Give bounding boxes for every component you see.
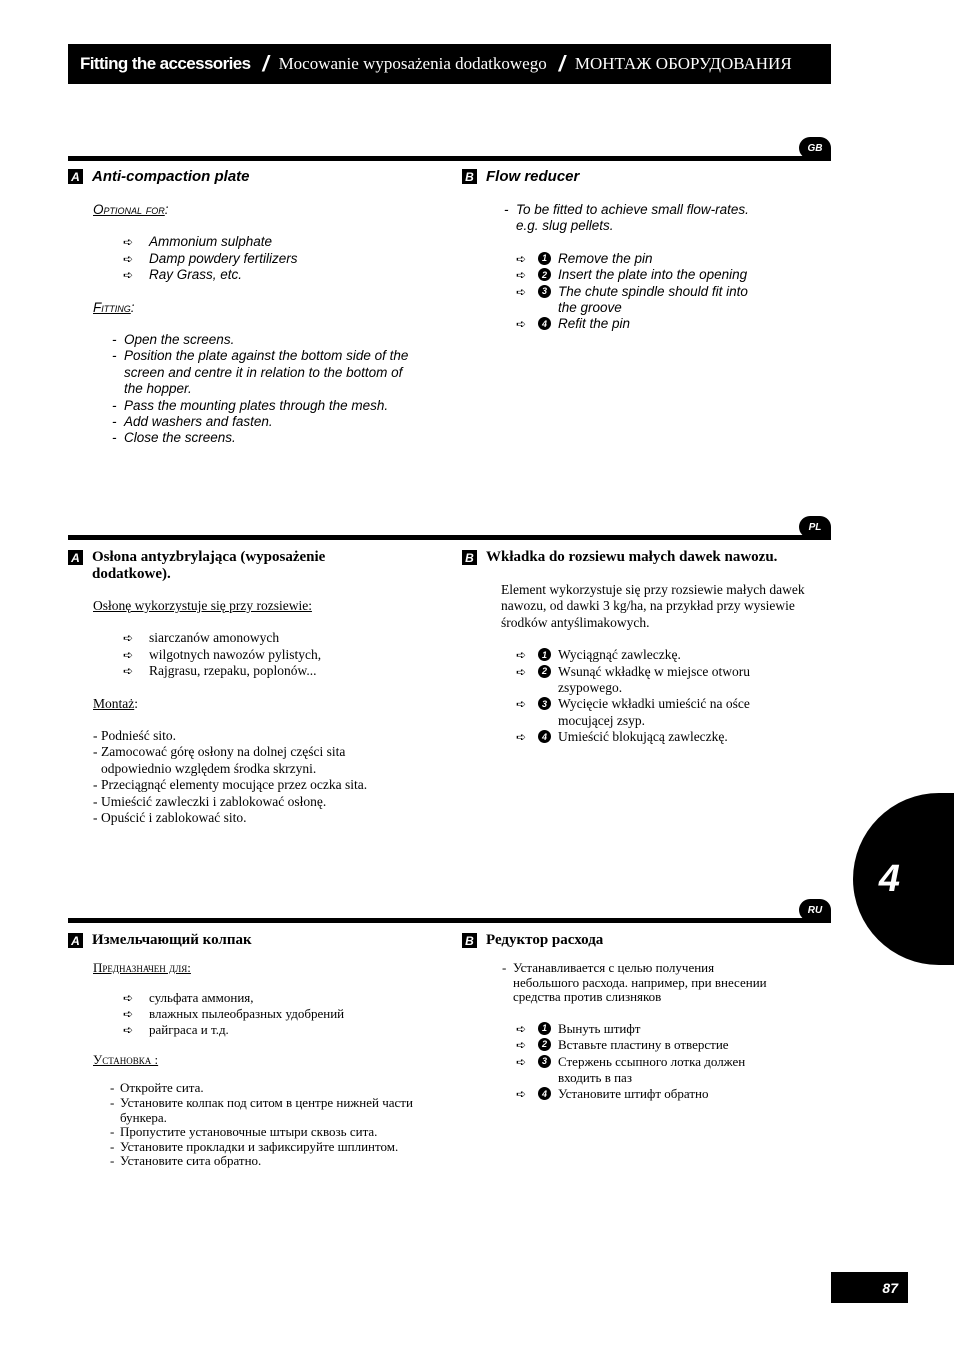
intro-text: - Устанавливается с целью получения небольшого расхода. например, при внесении средства против слизняков [502,960,767,1005]
step-number-badge: 2 [538,665,551,678]
step-number-badge: 1 [538,1022,551,1035]
arrow-right-icon: ➪ [516,1021,527,1036]
header-separator: / [558,51,565,76]
optional-label: Optional for: [93,202,169,217]
section-a-title [68,932,428,949]
step-number-badge: 1 [538,252,551,265]
letter-a-box: A [68,169,83,184]
title-text: Flow reducer [486,168,580,185]
column-b [462,932,822,1102]
arrow-right-icon: ➪ [123,664,134,679]
step-item: ➪ 2 Insert the plate into the opening [516,267,748,283]
list-item: - Przeciągnąć elementy mocujące przez oczka sita. [93,777,368,793]
arrow-right-icon: ➪ [516,730,527,745]
arrow-right-icon: ➪ [516,697,527,712]
intro-block [504,202,766,333]
letter-b-box: B [462,550,477,565]
section-b-title [462,932,822,949]
arrow-right-icon: ➪ [123,1023,134,1038]
letter-b-box: B [462,169,477,184]
section-rule [68,156,831,161]
arrow-right-icon: ➪ [516,284,527,299]
title-text: Wkładka do rozsiewu małych dawek nawozu. [486,549,778,565]
step-item: ➪ 3 Wycięcie wkładki umieścić na ośce mocującej zsyp. [516,696,750,728]
step-item: ➪ 4 Установите штифт обратно [516,1086,709,1102]
fitting-label: Установка : [93,1051,159,1067]
column-a [68,932,428,1169]
step-item: ➪ 2 Вставьте пластину в отверстие [516,1037,729,1053]
step-number-badge: 3 [538,285,551,298]
list-item: - Add washers and fasten. [112,414,273,430]
header-separator: / [262,51,269,76]
arrow-right-icon: ➪ [123,251,134,266]
list-item: ➪ wilgotnych nawozów pylistych, [123,646,322,662]
section-b-title [462,549,822,566]
list-item: - Установите колпак под ситом в центре нижней части бункера. [110,1095,413,1125]
header-title-pl: Mocowanie wyposażenia dodatkowego [278,54,547,73]
arrow-right-icon: ➪ [516,1087,527,1102]
list-item: - Откройте сита. [110,1080,204,1096]
list-item: ➪ сульфата аммония, [123,989,254,1005]
letter-b-box: B [462,933,477,948]
arrow-right-icon: ➪ [516,648,527,663]
arrow-right-icon: ➪ [516,268,527,283]
letter-a-box: A [68,933,83,948]
letter-a-box: A [68,550,83,565]
arrow-right-icon: ➪ [516,1038,527,1053]
list-item: - Zamocować górę osłony na dolnej części sita odpowiednio względem środka skrzyni. [93,744,346,776]
step-list [516,1021,766,1103]
arrow-right-icon: ➪ [123,647,134,662]
list-item: - Pass the mounting plates through the mesh. [112,397,389,413]
list-item: ➪ Rajgrasu, rzepaku, poplonów... [123,663,317,679]
step-list [516,251,766,333]
intro-text: - To be fitted to achieve small flow-rates. e.g. slug pellets. [504,202,749,234]
step-item: ➪ 3 Стержень ссыпного лотка должен входить в паз [516,1053,746,1085]
chapter-number: 4 [878,857,901,900]
arrow-right-icon: ➪ [516,1054,527,1069]
list-item: ➪ Damp powdery fertilizers [123,250,298,266]
chapter-tab [853,793,954,965]
section-a-title [68,168,428,185]
page-header [68,44,831,84]
list-item: - Установите прокладки и зафиксируйте шплинтом. [110,1138,399,1154]
optional-block [93,202,423,447]
arrow-right-icon: ➪ [123,631,134,646]
step-number-badge: 4 [538,730,551,743]
optional-block [93,598,393,826]
lang-tag-gb: GB [799,137,831,159]
list-item: - Установите сита обратно. [110,1153,262,1169]
intro-block [501,582,811,746]
section-gb [68,137,831,497]
list-item: - Open the screens. [112,332,235,348]
step-item: ➪ 1 Вынуть штифт [516,1020,641,1036]
title-text: Osłona antyzbrylająca (wyposażenie dodatkowe). [92,549,326,582]
page-number: 87 [831,1272,908,1303]
fitting-steps [93,728,393,826]
step-number-badge: 3 [538,697,551,710]
step-item: ➪ 1 Remove the pin [516,250,653,266]
title-text: Измельчающий колпак [92,932,252,948]
fitting-steps [93,1081,415,1169]
list-item: - Umieścić zawleczki i zablokować osłonę. [93,793,327,809]
title-text: Anti-compaction plate [92,168,250,185]
list-item: ➪ Ray Grass, etc. [123,267,243,283]
section-rule [68,535,831,540]
column-b [462,549,822,745]
intro-block [502,961,772,1103]
step-number-badge: 4 [538,317,551,330]
arrow-right-icon: ➪ [516,664,527,679]
list-item: ➪ siarczanów amonowych [123,630,280,646]
arrow-right-icon: ➪ [123,235,134,250]
step-number-badge: 2 [538,1038,551,1051]
title-text: Редуктор расхода [486,932,604,948]
step-number-badge: 4 [538,1087,551,1100]
intro-text: Element wykorzystuje się przy rozsiewie małych dawek nawozu, od dawki 3 kg/ha, na przykład przy wysiewie środków antyślimakowych. [501,582,805,630]
list-item: ➪ влажных пылеобразных удобрений [123,1006,345,1021]
arrow-right-icon: ➪ [123,268,134,283]
fitting-label: Fitting: [93,299,135,315]
arrow-right-icon: ➪ [123,990,134,1005]
step-number-badge: 1 [538,648,551,661]
fitting-steps [93,332,412,447]
section-b-title [462,168,822,185]
list-item: - Close the screens. [112,430,236,446]
section-rule [68,918,831,923]
step-list [516,647,776,745]
column-a [68,168,428,446]
optional-label: Предназначен для: [93,960,191,975]
column-a [68,549,388,826]
step-number-badge: 2 [538,268,551,281]
arrow-right-icon: ➪ [516,251,527,266]
step-item: ➪ 4 Umieścić blokującą zawleczkę. [516,729,728,745]
header-title-ru: МОНТАЖ ОБОРУДОВАНИЯ [574,54,792,73]
list-item: - Podnieść sito. [93,728,177,744]
step-item: ➪ 4 Refit the pin [516,316,631,332]
lang-tag-pl: PL [799,516,831,538]
header-title-en: Fitting the accessories [80,54,251,73]
list-item: - Пропустите установочные штыри сквозь сита. [110,1124,378,1140]
optional-list [93,630,393,679]
list-item: ➪ райграса и т.д. [123,1022,229,1038]
section-a-title [68,549,388,583]
optional-list [93,990,413,1039]
step-item: ➪ 3 The chute spindle should fit into the groove [516,283,748,316]
lang-tag-ru: RU [799,899,831,921]
arrow-right-icon: ➪ [516,317,527,332]
fitting-label: Montaż: [93,695,139,711]
list-item: - Position the plate against the bottom side of the screen and centre it in relation to the bottom of the hopper. [112,348,409,397]
list-item: ➪ Ammonium sulphate [123,234,273,250]
arrow-right-icon: ➪ [123,1007,134,1021]
step-item: ➪ 1 Wyciągnąć zawleczkę. [516,647,681,663]
column-b [462,168,822,332]
section-ru [68,899,831,1199]
optional-label: Osłonę wykorzystuje się przy rozsiewie: [93,598,312,613]
step-item: ➪ 2 Wsunąć wkładkę w miejsce otworu zsypowego. [516,663,750,696]
optional-block [93,961,413,1169]
optional-list [93,234,423,283]
step-number-badge: 3 [538,1055,551,1068]
section-pl [68,516,831,876]
list-item: - Opuścić i zablokować sito. [93,810,247,826]
